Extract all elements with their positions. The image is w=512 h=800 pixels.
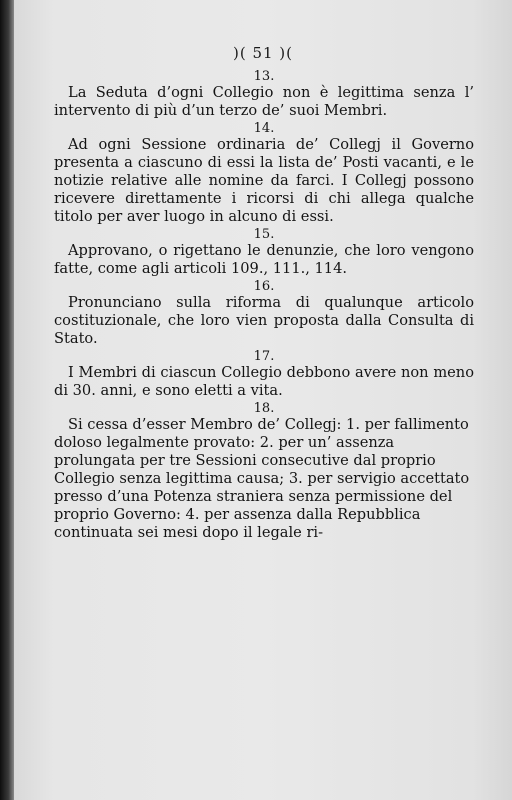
article-text: La Seduta d’ogni Collegio non è legittima senza l’ intervento di più d’un terzo de’ suoi Membri.: [54, 84, 474, 119]
article-number: 16.: [253, 279, 275, 294]
page-body: [54, 70, 474, 544]
article-text: Pronunciano sulla riforma di qualunque articolo costituzionale, che loro vien proposta dalla Consulta di Stato.: [54, 294, 474, 347]
book-page: [14, 0, 512, 800]
article-number: 13.: [253, 69, 275, 84]
article-number: 17.: [253, 349, 275, 364]
article-text: Ad ogni Sessione ordinaria de’ Collegj il Governo presenta a ciascuno di essi la lista de’ Posti vacanti, e le notizie relative alle nomine da farci. I Collegj possono ricevere direttamente i ricorsi di chi allega qualche titolo per aver luogo in alcuno di essi.: [54, 136, 474, 225]
article-text: Approvano, o rigettano le denunzie, che loro vengono fatte, come agli articoli 109., 111., 114.: [54, 242, 474, 277]
article-text: Si cessa d’esser Membro de’ Collegj: 1. per fallimento doloso legalmente provato: 2. per un’ assenza prolungata per tre Sessioni consecutive dal proprio Collegio senza legittima causa; 3. per servigio accettato presso d’una Potenza straniera senza permissione del proprio Governo: 4. per assenza dalla Repubblica continuata sei mesi dopo il legale ri-: [54, 416, 470, 541]
page-number-header: )( 51 )(: [232, 44, 294, 62]
article-number: 18.: [253, 401, 275, 416]
article-number: 15.: [253, 227, 275, 242]
article-text: I Membri di ciascun Collegio debbono avere non meno di 30. anni, e sono eletti a vita.: [54, 364, 474, 399]
book-spine-shadow: [0, 0, 14, 800]
article-number: 14.: [253, 121, 275, 136]
